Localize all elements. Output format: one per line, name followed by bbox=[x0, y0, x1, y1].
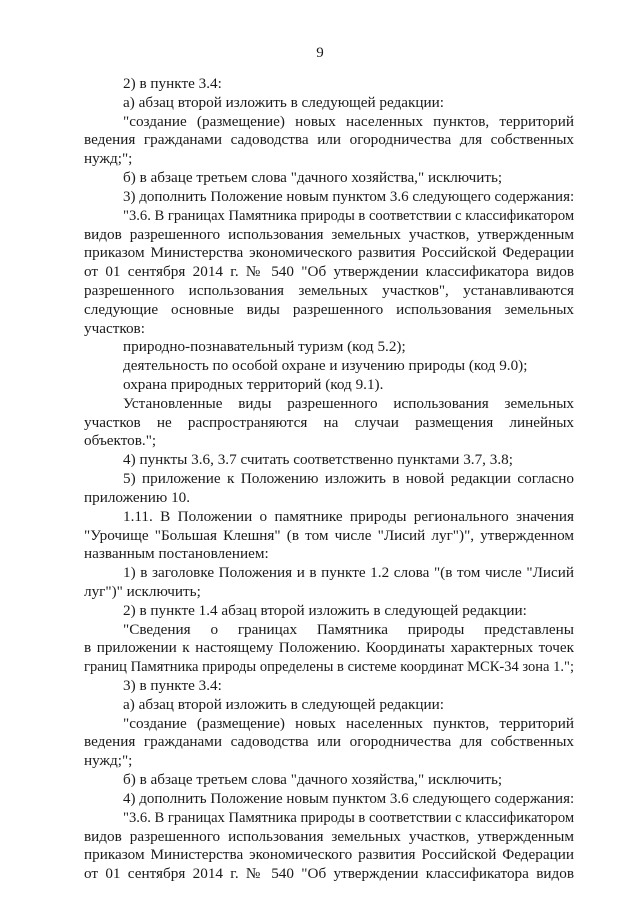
text-line: приказом Министерства экономического развития Российской Федерации bbox=[84, 244, 574, 262]
text-line: от 01 сентября 2014 г. № 540 "Об утверждении классификатора видов bbox=[84, 263, 574, 281]
text-line: следующие основные виды разрешенного использования земельных bbox=[84, 300, 574, 318]
text-line: деятельность по особой охране и изучению природы (код 9.0); bbox=[123, 357, 528, 375]
page-number: 9 bbox=[316, 45, 324, 61]
text-line: а) абзац второй изложить в следующей редакции: bbox=[123, 93, 445, 111]
document-body bbox=[84, 75, 574, 884]
text-line: ведения гражданами садоводства или огородничества для собственных bbox=[84, 131, 574, 149]
text-line: видов разрешенного использования земельных участков, утвержденным bbox=[84, 225, 574, 243]
text-line: луг")" исключить; bbox=[84, 582, 201, 600]
text-line: природно-познавательный туризм (код 5.2); bbox=[123, 338, 406, 356]
text-line: приказом Министерства экономического развития Российской Федерации bbox=[84, 846, 574, 864]
text-line: видов разрешенного использования земельных участков, утвержденным bbox=[84, 827, 574, 845]
text-line: "3.6. В границах Памятника природы в соответствии с классификатором bbox=[123, 207, 575, 224]
text-line: "Сведения о границах Памятника природы представлены bbox=[123, 620, 574, 638]
text-line: Установленные виды разрешенного использования земельных bbox=[123, 394, 574, 412]
text-line: "Урочище "Большая Клешня" (в том числе "Лисий луг")", утвержденном bbox=[84, 526, 574, 544]
text-line: "3.6. В границах Памятника природы в соответствии с классификатором bbox=[123, 809, 575, 826]
text-line: названным постановлением: bbox=[84, 545, 269, 563]
text-line: участков: bbox=[84, 319, 145, 337]
text-line: "создание (размещение) новых населенных пунктов, территорий bbox=[123, 112, 574, 130]
text-line: охрана природных территорий (код 9.1). bbox=[123, 376, 384, 393]
text-line: 4) пункты 3.6, 3.7 считать соответственно пунктами 3.7, 3.8; bbox=[123, 451, 513, 469]
text-line: нужд;"; bbox=[84, 752, 133, 770]
text-line: б) в абзаце третьем слова "дачного хозяйства," исключить; bbox=[123, 771, 503, 789]
text-line: 5) приложение к Положению изложить в новой редакции согласно bbox=[123, 470, 574, 488]
text-line: б) в абзаце третьем слова "дачного хозяйства," исключить; bbox=[123, 169, 503, 187]
text-line: 3) дополнить Положение новым пунктом 3.6 следующего содержания: bbox=[123, 188, 575, 205]
text-line: объектов."; bbox=[84, 432, 157, 450]
text-line: в приложении к настоящему Положению. Координаты характерных точек bbox=[84, 639, 574, 657]
text-line: участков не распространяются на случаи размещения линейных bbox=[84, 413, 574, 431]
text-line: 3) в пункте 3.4: bbox=[123, 677, 222, 694]
text-line: ведения гражданами садоводства или огородничества для собственных bbox=[84, 733, 574, 751]
text-line: границ Памятника природы определены в системе координат МСК-34 зона 1."; bbox=[84, 659, 574, 676]
text-line: "создание (размещение) новых населенных пунктов, территорий bbox=[123, 714, 574, 732]
text-line: 4) дополнить Положение новым пунктом 3.6 следующего содержания: bbox=[123, 790, 575, 807]
text-line: 1) в заголовке Положения и в пункте 1.2 слова "(в том числе "Лисий bbox=[123, 564, 574, 582]
text-line: приложению 10. bbox=[84, 488, 191, 506]
text-line: нужд;"; bbox=[84, 150, 133, 168]
text-line: от 01 сентября 2014 г. № 540 "Об утверждении классификатора видов bbox=[84, 865, 574, 883]
text-line: а) абзац второй изложить в следующей редакции: bbox=[123, 695, 445, 713]
text-line: 1.11. В Положении о памятнике природы регионального значения bbox=[123, 507, 574, 525]
text-line: 2) в пункте 3.4: bbox=[123, 75, 222, 92]
text-line: разрешенного использования земельных участков", устанавливаются bbox=[84, 281, 574, 299]
text-line: 2) в пункте 1.4 абзац второй изложить в следующей редакции: bbox=[123, 601, 527, 619]
